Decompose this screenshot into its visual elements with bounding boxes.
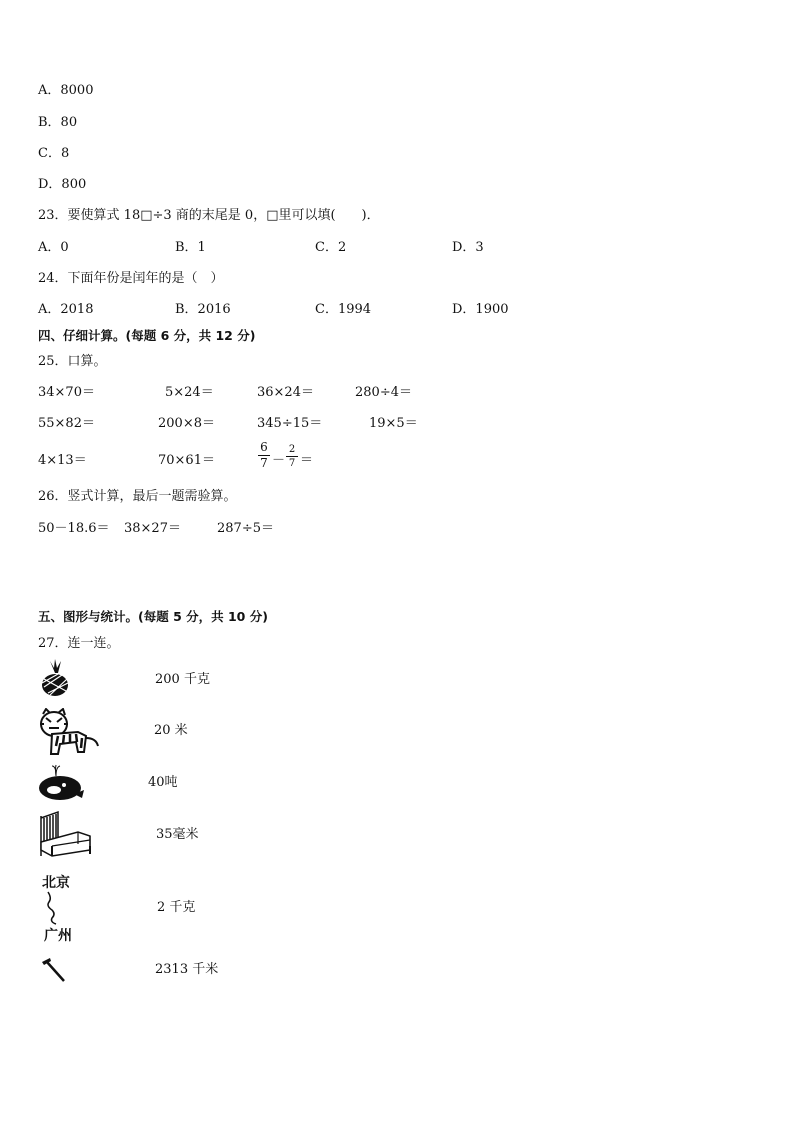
q25-stem: 25．口算。 — [38, 354, 107, 369]
fraction-two-sevenths — [286, 444, 298, 469]
map-label-guangzhou: 广州 — [44, 928, 72, 944]
unit-label[interactable]: 35毫米 — [156, 827, 199, 842]
q23-option-b[interactable]: B．1 — [175, 240, 206, 255]
q22-option-a[interactable]: A．8000 — [38, 83, 94, 98]
q25-item: 70×61＝ — [158, 453, 215, 468]
pineapple-icon — [38, 659, 72, 697]
section-5-heading: 五、图形与统计。(每题 5 分，共 10 分) — [38, 609, 268, 624]
nail-icon — [40, 956, 68, 984]
q25-item: 4×13＝ — [38, 453, 87, 468]
section-4-heading: 四、仔细计算。(每题 6 分，共 12 分) — [38, 328, 256, 343]
bed-icon — [38, 810, 94, 858]
route-line-icon — [42, 890, 82, 926]
q26-item: 50－18.6＝ — [38, 521, 110, 536]
q25-item: 200×8＝ — [158, 416, 215, 431]
unit-label[interactable]: 200 千克 — [155, 672, 210, 687]
q25-item: 345÷15＝ — [257, 416, 323, 431]
q24-option-d[interactable]: D．1900 — [452, 302, 509, 317]
fraction-denominator: 7 — [288, 458, 296, 469]
q26-stem: 26．竖式计算，最后一题需验算。 — [38, 489, 237, 504]
unit-label[interactable]: 2 千克 — [157, 900, 196, 915]
q27-stem: 27．连一连。 — [38, 636, 120, 651]
unit-label[interactable]: 20 米 — [154, 723, 188, 738]
fraction-bar — [286, 456, 298, 457]
q24-option-a[interactable]: A．2018 — [38, 302, 94, 317]
fraction-six-sevenths — [258, 441, 270, 470]
q24-stem: 24．下面年份是闰年的是（ ） — [38, 271, 224, 286]
q25-item: 55×82＝ — [38, 416, 95, 431]
tiger-icon — [38, 708, 100, 756]
fraction-denominator: 7 — [260, 456, 268, 470]
q23-option-c[interactable]: C．2 — [315, 240, 347, 255]
minus-sign: － — [272, 453, 286, 468]
fraction-numerator: 6 — [260, 440, 268, 454]
q25-item: 36×24＝ — [257, 385, 314, 400]
equals-sign: ＝ — [300, 453, 314, 468]
q24-option-c[interactable]: C．1994 — [315, 302, 372, 317]
q26-item: 38×27＝ — [124, 521, 181, 536]
q25-item: 280÷4＝ — [355, 385, 412, 400]
q22-option-c[interactable]: C．8 — [38, 146, 70, 161]
whale-icon — [38, 764, 86, 802]
q25-item: 5×24＝ — [165, 385, 214, 400]
q22-option-d[interactable]: D．800 — [38, 177, 87, 192]
q23-option-a[interactable]: A．0 — [38, 240, 69, 255]
map-label-beijing: 北京 — [42, 875, 70, 891]
unit-label[interactable]: 2313 千米 — [155, 962, 219, 977]
q25-item: 34×70＝ — [38, 385, 95, 400]
unit-label[interactable]: 40吨 — [148, 775, 178, 790]
q26-item: 287÷5＝ — [217, 521, 274, 536]
q25-item: 19×5＝ — [369, 416, 418, 431]
q22-option-b[interactable]: B．80 — [38, 115, 78, 130]
fraction-numerator: 2 — [288, 444, 296, 455]
q24-option-b[interactable]: B．2016 — [175, 302, 231, 317]
q23-option-d[interactable]: D．3 — [452, 240, 484, 255]
q23-stem: 23．要使算式 18□÷3 商的末尾是 0，□里可以填( )． — [38, 208, 380, 223]
